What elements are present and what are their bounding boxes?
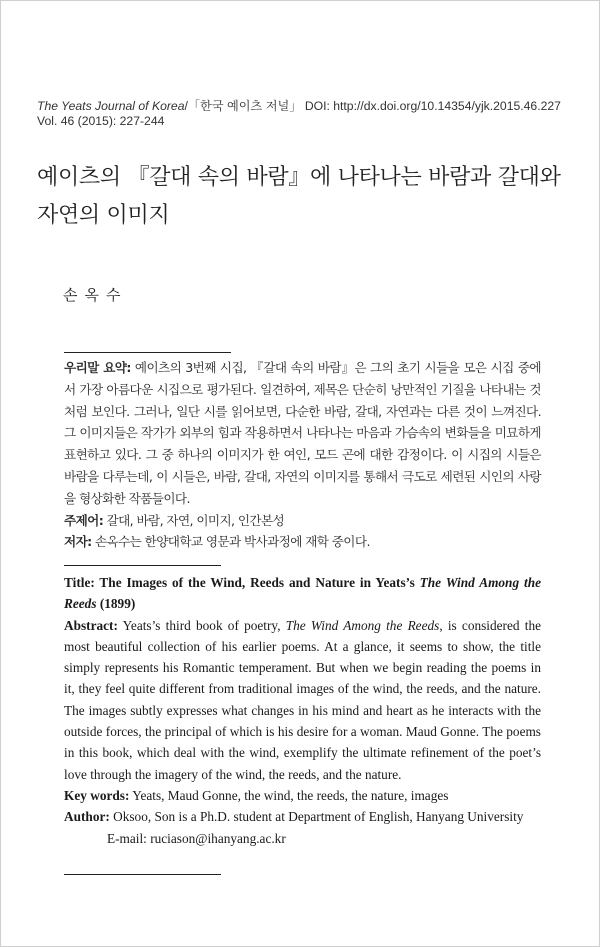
english-abstract [64, 615, 541, 785]
korean-abstract-text: 예이츠의 3번째 시집, 『갈대 속의 바람』은 그의 초기 시들을 모은 시집 중에서 가장 아름다운 시집으로 평가된다. 일견하여, 제목은 단순히 낭만적인 기질을 나타내는 것처럼 보인다. 그러나, 일단 시를 읽어보면, 다순한 바람, 갈대, 자연과는 다른 것이 느껴진다. 그 이미지들은 작가가 외부의 힘과 작용하면서 나타나는 마음과 가슴속의 변화들을 미묘하게 표현하고 있다. 그 중 하나의 이미지가 한 여인, 모드 곤에 대한 감정이다. 이 시집의 시들은 바람을 다루는데, 이 시들은, 바람, 갈대, 자연의 이미지를 통해서 극도로 세련된 시인의 사랑을 형상화한 작품들이다. [64, 360, 541, 506]
english-abstract-italic: The Wind Among the Reeds [285, 617, 440, 633]
english-keywords-label: Key words: [64, 787, 130, 803]
korean-author-text: 손옥수는 한양대학교 영문과 박사과정에 재학 중이다. [91, 534, 370, 550]
english-title-year: (1899) [96, 596, 136, 612]
korean-keywords-text: 갈대, 바람, 자연, 이미지, 인간본성 [103, 512, 285, 528]
journal-citation-line [37, 97, 565, 114]
journal-korean-doi: /「한국 예이츠 저널」 DOI: http://dx.doi.org/10.14354/yjk.2015.46.227 [184, 99, 561, 113]
english-title-label: Title: [64, 575, 95, 590]
korean-title-line-1: 예이츠의 『갈대 속의 바람』에 나타나는 바람과 갈대와 [37, 165, 561, 190]
divider-bottom [64, 874, 221, 875]
korean-title-line-2: 자연의 이미지 [37, 203, 170, 228]
english-abstract-section [64, 572, 541, 849]
korean-author: 손옥수 [63, 286, 128, 304]
english-title-main: The Images of the Wind, Reeds and Nature in Yeats’s [94, 575, 420, 590]
korean-keywords-label: 주제어: [64, 512, 104, 528]
divider-top [64, 352, 231, 353]
english-title [64, 572, 541, 615]
korean-abstract-body [64, 357, 541, 510]
korean-title [37, 159, 577, 235]
journal-name: The Yeats Journal of Korea [37, 99, 185, 113]
english-title-italic: The Wind Among the Reeds [64, 575, 541, 612]
korean-author-info [64, 531, 541, 553]
author-email: E-mail: ruciason@ihanyang.ac.kr [107, 830, 286, 846]
english-abstract-text-2: , is considered the most beautiful collection of his earlier poems. At a glance, it seems to show, the title simply represents his Romantic temperament. But when we begin reading the poems in it, they feel quite different from traditional images of the wind, the reeds, and the nature. The images subtly expresses what changes in his mind and heart as he interacts with the outside forces, the principal of which is his desire for a woman. Maud Gonne. The poems in this book, which deal with the wind, exemplify the ultimate refinement of the poet’s love through the imagery of the wind, the reeds, and the nature. [64, 617, 541, 782]
volume-line: Vol. 46 (2015): 227-244 [37, 114, 165, 128]
english-keywords [64, 785, 541, 806]
korean-author-label: 저자: [64, 534, 92, 550]
korean-abstract-label: 우리말 요약: [64, 360, 131, 375]
english-keywords-text: Yeats, Maud Gonne, the wind, the reeds, the nature, images [129, 787, 449, 803]
english-author [64, 806, 541, 827]
korean-keywords [64, 510, 541, 532]
english-author-label: Author: [64, 809, 110, 825]
divider-middle [64, 565, 221, 566]
english-author-text: Oksoo, Son is a Ph.D. student at Department of English, Hanyang University [109, 809, 524, 825]
english-abstract-text-1: Yeats’s third book of poetry, [117, 617, 286, 633]
english-abstract-label: Abstract: [64, 617, 118, 633]
korean-abstract [64, 357, 541, 553]
